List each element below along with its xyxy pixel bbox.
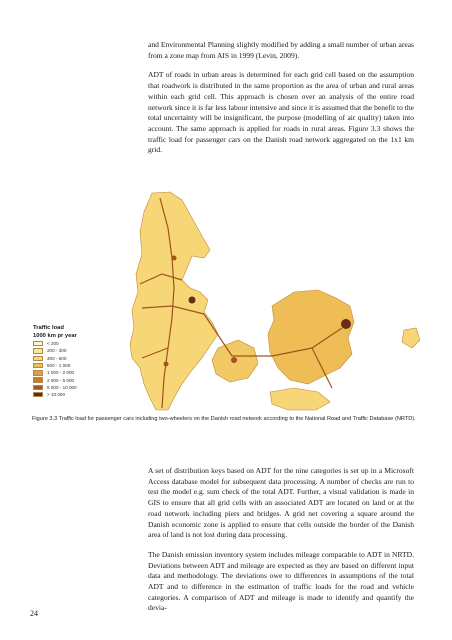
legend-item <box>33 340 113 347</box>
map-landmass-jutland <box>130 192 218 410</box>
legend-label: 5 000 - 10 000 <box>47 384 77 390</box>
legend-item <box>33 362 113 369</box>
legend-label: 1 000 - 2 000 <box>47 370 75 376</box>
legend-unit: 1000 km pr year <box>33 332 77 339</box>
legend-item <box>33 391 113 398</box>
map-landmass-zealand <box>268 290 354 384</box>
map-landmass-lolland <box>270 388 330 410</box>
body-text-top <box>148 40 414 165</box>
legend-label: 500 - 1 000 <box>47 363 71 369</box>
legend-swatch <box>33 370 43 375</box>
legend-swatch <box>33 363 43 368</box>
map-legend <box>33 325 113 398</box>
legend-swatch <box>33 341 43 346</box>
legend-item <box>33 376 113 383</box>
legend-swatch <box>33 377 43 382</box>
paragraph: The Danish emission inventory system includes mileage comparable to ADT in NRTD. Deviations between ADT and mileage are expected as they are based on different input data and methodology. The deviations owe to differences in assumptions of the total ADT and to difference in the estimation of traffic loads for the road and vehicle categories. A comparison of ADT and mileage is made to identify and quantify the devia- <box>148 549 414 613</box>
legend-label: 200 - 300 <box>47 348 67 354</box>
paragraph: ADT of roads in urban areas is determined for each grid cell based on the assumption that roadwork is distributed in the same proportion as the area of urban and rural areas within each grid cell. This approach is chosen over an analysis of the entire road network since it is far less labour intensive and since it is assumed that the benefit to the total uncertainty will be insignificant, the purpose (modelling of air quality) taken into account. The same approach is applied for roads in rural areas. Figure 3.3 shows the traffic load for passenger cars on the Danish road network aggregated on the 1x1 km grid. <box>148 70 414 155</box>
map-landmass-bornholm <box>402 328 420 348</box>
legend-swatch <box>33 392 43 397</box>
page-number: 24 <box>30 609 38 618</box>
legend-label: > 10 000 <box>47 392 66 398</box>
legend-swatch <box>33 385 43 390</box>
legend-swatch <box>33 356 43 361</box>
paragraph: and Environmental Planning slightly modified by adding a small number of urban areas from a zone map from AIS in 1999 (Levin, 2009). <box>148 40 414 60</box>
figure-caption: Figure 3.3 Traffic load for passenger cars including two-wheelers on the Danish road network according to the National Road and Traffic Database (NRTD). <box>32 416 416 422</box>
legend-label: < 200 <box>47 341 59 347</box>
legend-item <box>33 355 113 362</box>
legend-label: 2 000 - 5 000 <box>47 377 75 383</box>
legend-item <box>33 384 113 391</box>
legend-item <box>33 347 113 354</box>
legend-swatch <box>33 348 43 353</box>
paragraph: A set of distribution keys based on ADT for the nine categories is set up in a Microsoft Access database model for subsequent data processing. A number of checks are run to test the model e.g. sum check of the total ADT. Further, a visual validation is made in GIS to ensure that all grid cells with an associated ADT are located on land or at the road network including piers and bridges. A grid net covering a square around the Danish economic zone is applied to ensure that cells outside the border of the Danish area of land is not lost during data processing. <box>148 466 414 540</box>
body-text-bottom <box>148 466 414 623</box>
legend-label: 300 - 500 <box>47 355 67 361</box>
legend-item <box>33 369 113 376</box>
legend-title: Traffic load <box>33 325 64 331</box>
